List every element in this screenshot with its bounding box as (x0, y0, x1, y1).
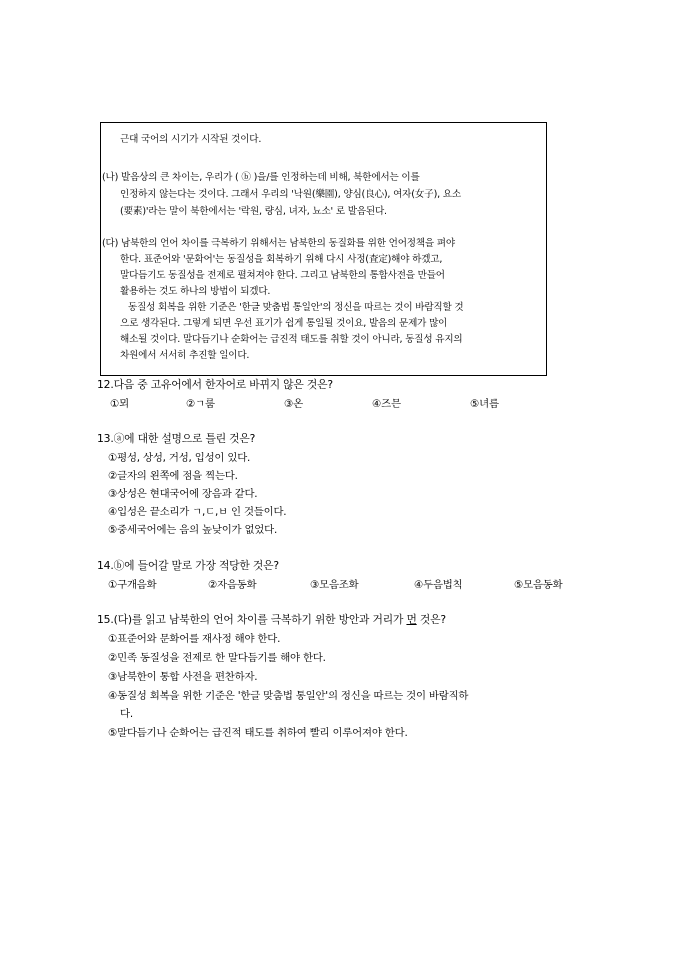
q15-option-5[interactable]: ⑤말다듬기나 순화어는 급진적 태도를 취하여 빨리 이루어져야 한다. (108, 727, 408, 739)
passage-c-line-3: 말다듬기도 동질성을 전제로 펼쳐져야 한다. 그리고 남북한의 통합사전을 만들어 (120, 270, 445, 281)
passage-c-line-7: 해소될 것이다. 말다듬기나 순화어는 급진적 태도를 취할 것이 아니라, 동질성 유지의 (120, 334, 463, 345)
q13-option-3[interactable]: ③상성은 현대국어에 장음과 같다. (108, 488, 258, 500)
passage-c-line-2: 한다. 표준어와 '문화어'는 동질성을 회복하기 위해 다시 사정(査定)해야 하겠고, (120, 254, 443, 265)
question-text-underlined: 먼 (406, 613, 417, 626)
q14-option-2[interactable]: ②자음동화 (208, 579, 257, 591)
q14-option-4[interactable]: ④두음법칙 (414, 579, 463, 591)
question-number: 13. (97, 432, 114, 445)
passage-b-line-1: (나) 발음상의 큰 차이는, 우리가 ( ⓑ )을/를 인정하는데 비해, 북한에서는 이를 (102, 172, 420, 183)
q12-option-2[interactable]: ②ㄱ룸 (186, 398, 215, 410)
question-text: ⓐ에 대한 설명으로 틀린 것은? (113, 432, 256, 445)
question-number: 14. (97, 559, 114, 572)
question-text: ⓑ에 들어갈 말로 가장 적당한 것은? (113, 559, 279, 572)
passage-c-line-6: 으로 생각된다. 그렇게 되면 우선 표기가 쉽게 통일될 것이요, 발음의 문제가 많이 (120, 318, 448, 329)
q15-option-4[interactable]: ④동질성 회복을 위한 기준은 '한글 맞춤법 통일안'의 정신을 따르는 것이 바람직하 (108, 690, 469, 702)
question-14 (97, 559, 279, 573)
q13-option-1[interactable]: ①평성, 상성, 거성, 입성이 있다. (108, 452, 251, 464)
q14-option-3[interactable]: ③모음조화 (310, 579, 359, 591)
question-15 (97, 613, 446, 627)
passage-b-line-2: 인정하지 않는다는 것이다. 그래서 우리의 '낙원(樂園), 양심(良心), 여자(女子), 요소 (120, 189, 461, 200)
question-number: 15. (97, 613, 114, 626)
passage-c-line-1: (다) 남북한의 언어 차이를 극복하기 위해서는 남북한의 동질화를 위한 언어정책을 펴야 (102, 238, 455, 249)
passage-intro: 근대 국어의 시기가 시작된 것이다. (120, 134, 262, 145)
q13-option-5[interactable]: ⑤중세국어에는 음의 높낮이가 없었다. (108, 524, 278, 536)
q15-option-3[interactable]: ③남북한이 통합 사전을 편찬하자. (108, 671, 258, 683)
q12-option-1[interactable]: ①뫼 (110, 398, 129, 410)
question-13 (97, 432, 255, 446)
q12-option-4[interactable]: ④즈믄 (372, 398, 401, 410)
q12-option-3[interactable]: ③온 (284, 398, 303, 410)
q15-option-2[interactable]: ②민족 동질성을 전제로 한 말다듬기를 해야 한다. (108, 652, 326, 664)
question-text-post: 것은? (416, 613, 446, 626)
passage-c-line-4: 활용하는 것도 하나의 방법이 되겠다. (120, 286, 271, 297)
question-number: 12. (97, 378, 114, 391)
q15-option-4-continued[interactable]: 다. (120, 708, 133, 720)
q13-option-2[interactable]: ②글자의 왼쪽에 점을 찍는다. (108, 470, 238, 482)
question-text-pre: (다)를 읽고 남북한의 언어 차이를 극복하기 위한 방안과 거리가 (113, 613, 407, 626)
q15-option-1[interactable]: ①표준어와 문화어를 재사정 해야 한다. (108, 633, 281, 645)
question-12 (97, 378, 333, 392)
passage-c-line-8: 차원에서 서서히 추진할 일이다. (120, 350, 250, 361)
q12-option-5[interactable]: ⑤녀름 (470, 398, 499, 410)
passage-c-line-5: 동질성 회복을 위한 기준은 '한글 맞춤법 통일안'의 정신을 따르는 것이 바람직할 것 (128, 302, 464, 313)
q14-option-1[interactable]: ①구개음화 (108, 579, 157, 591)
q13-option-4[interactable]: ④입성은 끝소리가 ㄱ,ㄷ,ㅂ 인 것들이다. (108, 506, 287, 518)
question-text: 다음 중 고유어에서 한자어로 바뀌지 않은 것은? (113, 378, 333, 391)
q14-option-5[interactable]: ⑤모음동화 (514, 579, 563, 591)
passage-b-line-3: (要素)'라는 말이 북한에서는 '락원, 량심, 녀자, 뇨소' 로 발음된다. (120, 206, 387, 217)
